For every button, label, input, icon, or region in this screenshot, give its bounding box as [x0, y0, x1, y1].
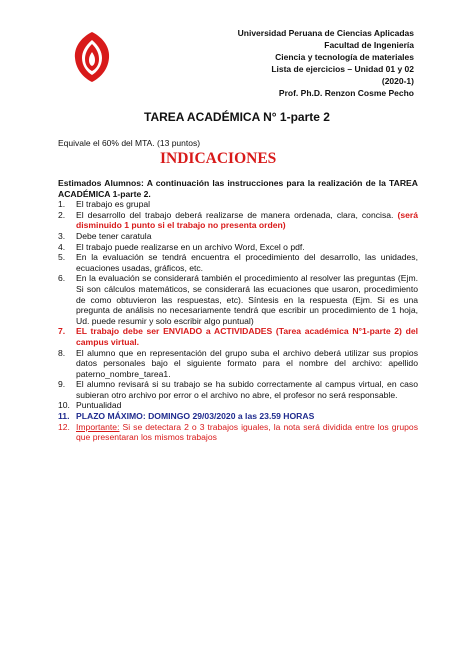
list-item	[58, 326, 418, 347]
item-text: PLAZO MÁXIMO: DOMINGO 29/03/2020 a las 23.59 HORAS	[76, 411, 315, 422]
item-number: 2.	[58, 209, 66, 220]
item-number: 3.	[58, 230, 66, 241]
item-text: Puntualidad	[76, 400, 122, 411]
header-faculty: Facultad de Ingeniería	[324, 40, 414, 50]
item-label: Importante:	[76, 421, 120, 432]
item-text: El trabajo es grupal	[76, 199, 151, 210]
document-header	[238, 27, 414, 99]
document-subtitle: Equivale el 60% del MTA. (13 puntos)	[58, 138, 201, 148]
item-text: El trabajo puede realizarse en un archivo Word, Excel o pdf.	[76, 241, 305, 252]
list-item	[58, 379, 418, 400]
instructions-body	[58, 178, 418, 443]
item-text: En la evaluación se considerará también el procedimiento al resolver las preguntas (Ejm. Si son cálculos matemáticos, se considerará las ecuaciones que usaron, procedimiento de como obtuvieron las respuestas, etc). Síntesis en la respuesta (Ejm. Si es una pregunta de análisis no necesariamente tendrá que escribir un procedimiento de 1 hoja, Ud. puede resumir y solo escribir algo puntual)	[76, 273, 418, 326]
list-item	[58, 400, 418, 411]
item-text: Debe tener caratula	[76, 230, 152, 241]
item-text: El alumno revisará si su trabajo se ha subido correctamente al campus virtual, en caso subieran otro archivo por error o el archivo no abre, el profesor no será responsable.	[76, 379, 418, 400]
header-exercise-list: Lista de ejercicios – Unidad 01 y 02	[271, 64, 414, 74]
item-text: EL trabajo debe ser ENVIADO a ACTIVIDADES (Tarea académica N°1-parte 2) del campus virtual.	[76, 326, 418, 347]
item-number: 5.	[58, 252, 66, 263]
instructions-list	[58, 199, 418, 443]
list-item	[58, 422, 418, 443]
list-item	[58, 411, 418, 422]
header-university: Universidad Peruana de Ciencias Aplicadas	[237, 28, 414, 38]
item-text: El alumno que en representación del grupo suba el archivo deberá utilizar sus propios datos personales bajo el siguiente formato para el nombre del archivo: apellido paterno_nombre_tarea1.	[76, 347, 418, 379]
item-number: 6.	[58, 273, 66, 284]
list-item	[58, 273, 418, 326]
university-logo	[66, 30, 118, 84]
list-item	[58, 348, 418, 380]
list-item	[58, 231, 418, 242]
item-text: Si se detectara 2 o 3 trabajos iguales, la nota será dividida entre los grupos que presentaran los mismos trabajos	[76, 421, 418, 443]
list-item	[58, 199, 418, 210]
item-number: 9.	[58, 379, 66, 390]
intro-paragraph: Estimados Alumnos: A continuación las instrucciones para la realización de la TAREA ACADÉMICA 1-parte 2.	[58, 178, 418, 199]
list-item	[58, 242, 418, 253]
document-title: TAREA ACADÉMICA N° 1-parte 2	[144, 110, 330, 124]
item-number: 1.	[58, 199, 66, 210]
item-number: 12.	[58, 421, 70, 432]
item-text: El desarrollo del trabajo deberá realizarse de manera ordenada, clara, concisa.	[76, 209, 394, 220]
list-item	[58, 210, 418, 231]
item-text: En la evaluación se tendrá encuentra el procedimiento del desarrollo, las unidades, ecuaciones usadas, gráficos, etc.	[76, 252, 418, 273]
item-number: 4.	[58, 241, 66, 252]
item-number: 10.	[58, 400, 70, 411]
list-item	[58, 252, 418, 273]
header-term: (2020-1)	[381, 76, 414, 86]
item-number: 11.	[58, 411, 70, 422]
item-number: 8.	[58, 347, 66, 358]
header-course: Ciencia y tecnología de materiales	[275, 52, 414, 62]
header-professor: Prof. Ph.D. Renzon Cosme Pecho	[278, 88, 414, 98]
section-heading: INDICACIONES	[160, 150, 277, 167]
item-penalty-note: (será disminuido 1 punto si el trabajo no presenta orden)	[76, 209, 418, 231]
item-number: 7.	[58, 326, 66, 337]
